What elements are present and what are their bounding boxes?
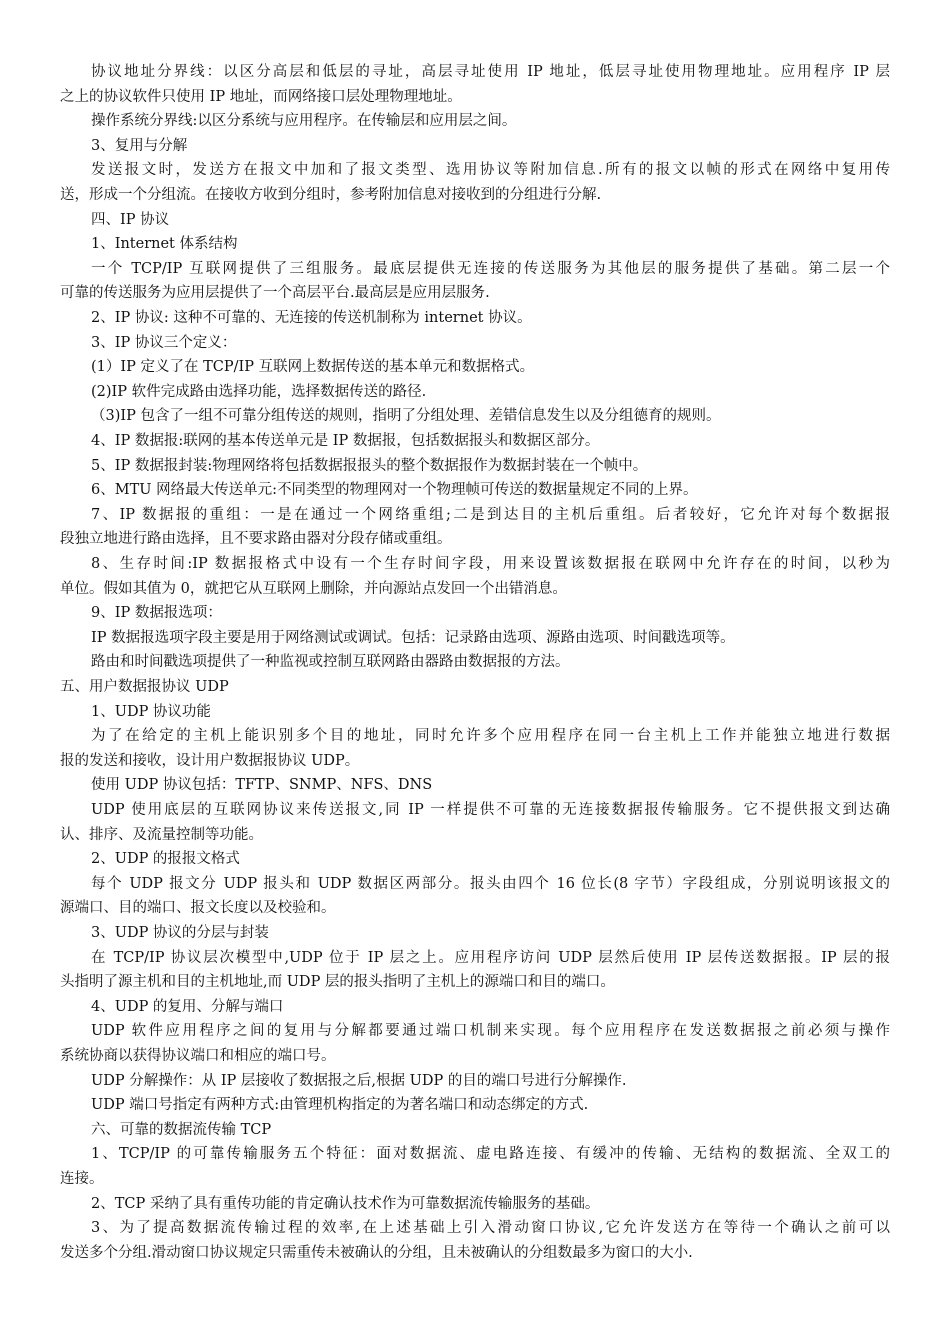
text-line: 六、可靠的数据流传输 TCP — [91, 1121, 272, 1138]
text-line: 操作系统分界线:以区分系统与应用程序。在传输层和应用层之间。 — [91, 113, 517, 130]
text-line: UDP 端口号指定有两种方式:由管理机构指定的为著名端口和动态绑定的方式. — [91, 1097, 589, 1114]
text-line: (1）IP 定义了在 TCP/IP 互联网上数据传送的基本单元和数据格式。 — [91, 359, 535, 376]
text-line: (2)IP 软件完成路由选择功能，选择数据传送的路径. — [91, 383, 427, 400]
text-line: 之上的协议软件只使用 IP 地址，而网络接口层处理物理地址。 — [60, 88, 462, 105]
text-line: 单位。假如其值为 0，就把它从互联网上删除，并向源站点发回一个出错消息。 — [60, 580, 567, 597]
text-line: 7、IP 数据报的重组：一是在通过一个网络重组;二是到达目的主机后重组。后者较好，它允许对每个数据报 — [91, 506, 890, 523]
text-line: 源端口、目的端口、报文长度以及校验和。 — [60, 900, 336, 917]
text-line: 段独立地进行路由选择，且不要求路由器对分段存储或重组。 — [60, 531, 452, 548]
text-line: 5、IP 数据报封装:物理网络将包括数据报报头的整个数据报作为数据封装在一个帧中。 — [91, 457, 648, 474]
text-line: UDP 分解操作：从 IP 层接收了数据报之后,根据 UDP 的目的端口号进行分解操作. — [91, 1072, 627, 1089]
text-line: 1、TCP/IP 的可靠传输服务五个特征：面对数据流、虚电路连接、有缓冲的传输、无结构的数据流、全双工的 — [91, 1146, 890, 1163]
text-line: 发送多个分组.滑动窗口协议规定只需重传未被确认的分组，且未被确认的分组数最多为窗口的大小. — [60, 1244, 693, 1261]
text-line: 系统协商以获得协议端口和相应的端口号。 — [60, 1048, 336, 1064]
text-line: （3)IP 包含了一组不可靠分组传送的规则，指明了分组处理、差错信息发生以及分组德育的规则。 — [91, 408, 721, 425]
text-line: IP 数据报选项字段主要是用于网络测试或调试。包括：记录路由选项、源路由选项、时间戳选项等。 — [91, 629, 735, 646]
text-line: 8、生存时间:IP 数据报格式中设有一个生存时间字段，用来设置该数据报在联网中允许存在的时间，以秒为 — [91, 556, 890, 572]
text-line: 在 TCP/IP 协议层次模型中,UDP 位于 IP 层之上。应用程序访问 UDP 层然后使用 IP 层传送数据报。IP 层的报 — [91, 949, 890, 966]
text-line: 6、MTU 网络最大传送单元:不同类型的物理网对一个物理帧可传送的数据量规定不同的上界。 — [91, 482, 698, 499]
text-line: 3、UDP 协议的分层与封装 — [91, 925, 269, 941]
text-line: 认、排序、及流量控制等功能。 — [60, 826, 263, 843]
text-line: 头指明了源主机和目的主机地址,而 UDP 层的报头指明了主机上的源端口和目的端口。 — [60, 974, 615, 991]
text-line: UDP 使用底层的互联网协议来传送报文,同 IP 一样提供不可靠的无连接数据报传输服务。它不提供报文到达确 — [91, 802, 890, 818]
text-line: 送，形成一个分组流。在接收方收到分组时，参考附加信息对接收到的分组进行分解. — [60, 187, 602, 203]
text-line: 可靠的传送服务为应用层提供了一个高层平台.最高层是应用层服务. — [60, 285, 490, 302]
text-line: 2、UDP 的报报文格式 — [91, 851, 240, 868]
text-line: 路由和时间戳选项提供了一种监视或控制互联网路由器路由数据报的方法。 — [91, 654, 570, 671]
text-line: 一个 TCP/IP 互联网提供了三组服务。最底层提供无连接的传送服务为其他层的服务提供了基础。第二层一个 — [91, 260, 890, 277]
text-line: 4、UDP 的复用、分解与端口 — [91, 998, 284, 1015]
text-line: 2、TCP 采纳了具有重传功能的肯定确认技术作为可靠数据流传输服务的基础。 — [91, 1195, 600, 1212]
text-line: 1、UDP 协议功能 — [91, 703, 211, 720]
text-line: 1、Internet 体系结构 — [91, 236, 238, 253]
text-line: 3、复用与分解 — [91, 137, 188, 154]
text-line: 为了在给定的主机上能识别多个目的地址，同时允许多个应用程序在同一台主机上工作并能独立地进行数据 — [91, 728, 890, 745]
text-line: 四、IP 协议 — [91, 211, 170, 228]
text-line: UDP 软件应用程序之间的复用与分解都要通过端口机制来实现。每个应用程序在发送数据报之前必须与操作 — [91, 1023, 890, 1040]
text-line: 协议地址分界线：以区分高层和低层的寻址，高层寻址使用 IP 地址，低层寻址使用物理地址。应用程序 IP 层 — [91, 64, 890, 80]
text-line: 五、用户数据报协议 UDP — [60, 679, 229, 695]
text-line: 2、IP 协议: 这种不可靠的、无连接的传送机制称为 internet 协议。 — [91, 310, 532, 326]
text-line: 4、IP 数据报:联网的基本传送单元是 IP 数据报，包括数据报头和数据区部分。 — [91, 433, 600, 449]
text-line: 使用 UDP 协议包括：TFTP、SNMP、NFS、DNS — [91, 777, 433, 794]
text-line: 发送报文时，发送方在报文中加和了报文类型、选用协议等附加信息.所有的报文以帧的形式在网络中复用传 — [91, 162, 890, 179]
text-line: 连接。 — [60, 1171, 104, 1187]
text-line: 3、为了提高数据流传输过程的效率,在上述基础上引入滑动窗口协议,它允许发送方在等待一个确认之前可以 — [91, 1220, 890, 1237]
text-line: 报的发送和接收，设计用户数据报协议 UDP。 — [60, 752, 360, 769]
text-line: 9、IP 数据报选项： — [91, 605, 222, 622]
text-line: 3、IP 协议三个定义： — [91, 334, 237, 351]
text-line: 每个 UDP 报文分 UDP 报头和 UDP 数据区两部分。报头由四个 16 位长(8 字节）字段组成，分别说明该报文的 — [91, 875, 890, 892]
